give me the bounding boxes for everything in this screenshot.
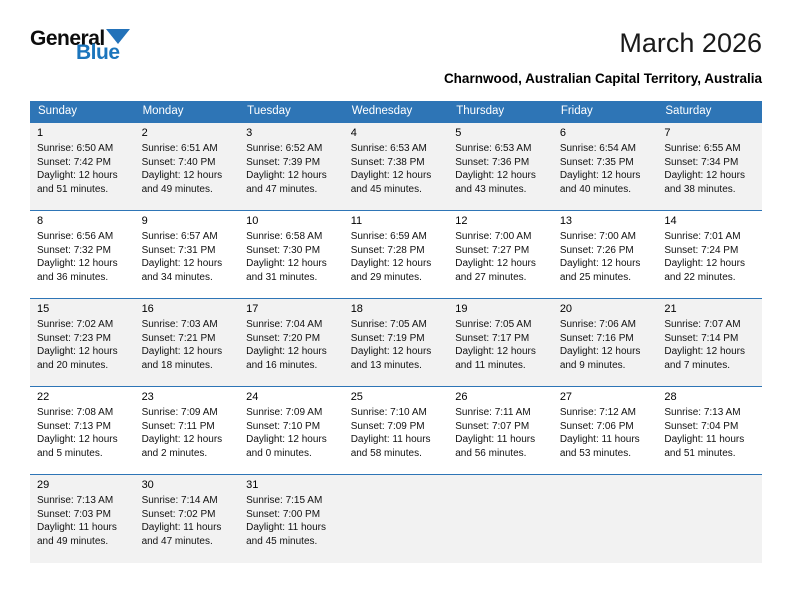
- sunrise-text: Sunrise: 7:10 AM: [350, 407, 427, 419]
- day-number: 5: [455, 127, 462, 140]
- sunset-text: Sunset: 7:20 PM: [246, 332, 321, 344]
- daylight-text: Daylight: 12 hours and 34 minutes.: [141, 258, 223, 283]
- empty-day-cell: [657, 475, 762, 563]
- daylight-text: Daylight: 12 hours and 7 minutes.: [664, 346, 745, 371]
- sunset-text: Sunset: 7:17 PM: [455, 332, 530, 344]
- day-number: 10: [246, 215, 259, 228]
- sunrise-text: Sunrise: 6:52 AM: [246, 143, 323, 155]
- daylight-text: Daylight: 12 hours and 9 minutes.: [559, 346, 641, 371]
- sunrise-text: Sunrise: 7:13 AM: [664, 407, 741, 419]
- daylight-text: Daylight: 11 hours and 53 minutes.: [559, 434, 640, 459]
- daylight-text: Daylight: 12 hours and 11 minutes.: [455, 346, 536, 371]
- sunset-text: Sunset: 7:21 PM: [141, 332, 216, 344]
- sunset-text: Sunset: 7:28 PM: [350, 244, 425, 256]
- day-cell: [344, 123, 449, 211]
- day-number: 3: [246, 127, 253, 140]
- sunrise-text: Sunrise: 6:55 AM: [664, 143, 741, 155]
- day-cell: [239, 387, 344, 475]
- day-number: 12: [455, 215, 468, 228]
- day-cell: [239, 123, 344, 211]
- sunset-text: Sunset: 7:36 PM: [455, 156, 530, 168]
- daylight-text: Daylight: 12 hours and 31 minutes.: [246, 258, 327, 283]
- day-cell: [135, 299, 240, 387]
- sunrise-text: Sunrise: 6:59 AM: [350, 231, 427, 243]
- day-cell: [135, 387, 240, 475]
- day-number: 8: [37, 215, 44, 228]
- sunrise-text: Sunrise: 7:04 AM: [246, 319, 323, 331]
- daylight-text: Daylight: 12 hours and 36 minutes.: [37, 258, 118, 283]
- sunrise-text: Sunrise: 7:09 AM: [246, 407, 323, 419]
- sunset-text: Sunset: 7:09 PM: [350, 420, 425, 432]
- empty-day-cell: [553, 475, 658, 563]
- title-block: [444, 28, 762, 86]
- day-cell: [657, 211, 762, 299]
- day-number: 4: [350, 127, 357, 140]
- day-cell: [448, 211, 553, 299]
- sunset-text: Sunset: 7:24 PM: [664, 244, 739, 256]
- empty-day-cell: [448, 475, 553, 563]
- day-cell: [448, 387, 553, 475]
- day-number: 17: [246, 303, 259, 316]
- day-cell: [553, 299, 658, 387]
- day-number: 20: [559, 303, 573, 316]
- sunset-text: Sunset: 7:11 PM: [141, 420, 215, 432]
- sunrise-text: Sunrise: 7:00 AM: [559, 231, 636, 243]
- weekday-header: Saturday: [657, 101, 762, 123]
- sunrise-text: Sunrise: 7:02 AM: [37, 319, 114, 331]
- sunset-text: Sunset: 7:23 PM: [37, 332, 111, 344]
- sunset-text: Sunset: 7:30 PM: [246, 244, 321, 256]
- daylight-text: Daylight: 12 hours and 18 minutes.: [141, 346, 223, 371]
- sunrise-text: Sunrise: 7:06 AM: [559, 319, 636, 331]
- daylight-text: Daylight: 12 hours and 20 minutes.: [37, 346, 118, 371]
- sunset-text: Sunset: 7:16 PM: [559, 332, 634, 344]
- day-number: 9: [141, 215, 148, 228]
- week-row: [30, 211, 762, 299]
- sunrise-text: Sunrise: 7:14 AM: [141, 495, 218, 507]
- daylight-text: Daylight: 11 hours and 47 minutes.: [141, 522, 222, 547]
- sunset-text: Sunset: 7:13 PM: [37, 420, 111, 432]
- month-title: March 2026: [619, 28, 762, 58]
- daylight-text: Daylight: 11 hours and 58 minutes.: [350, 434, 431, 459]
- sunrise-text: Sunrise: 7:11 AM: [455, 407, 531, 419]
- daylight-text: Daylight: 11 hours and 56 minutes.: [455, 434, 536, 459]
- day-number: 11: [350, 215, 363, 228]
- day-cell: [657, 387, 762, 475]
- location-subtitle: Charnwood, Australian Capital Territory, Australia: [443, 71, 762, 87]
- sunrise-text: Sunrise: 7:01 AM: [664, 231, 741, 243]
- day-cell: [135, 475, 240, 563]
- sunset-text: Sunset: 7:35 PM: [559, 156, 634, 168]
- sunrise-text: Sunrise: 6:54 AM: [559, 143, 636, 155]
- day-cell: [30, 299, 135, 387]
- daylight-text: Daylight: 12 hours and 45 minutes.: [350, 170, 432, 195]
- weekday-header: Tuesday: [239, 101, 344, 123]
- day-cell: [448, 123, 553, 211]
- logo: [30, 28, 130, 63]
- sunrise-text: Sunrise: 7:15 AM: [246, 495, 323, 507]
- day-cell: [448, 299, 553, 387]
- day-number: 14: [664, 215, 677, 228]
- daylight-text: Daylight: 12 hours and 51 minutes.: [37, 170, 118, 195]
- daylight-text: Daylight: 12 hours and 16 minutes.: [246, 346, 327, 371]
- sunrise-text: Sunrise: 6:50 AM: [37, 143, 114, 155]
- daylight-text: Daylight: 12 hours and 25 minutes.: [559, 258, 641, 283]
- day-number: 23: [141, 391, 154, 404]
- logo-text-blue: Blue: [76, 41, 120, 64]
- sunrise-text: Sunrise: 7:00 AM: [455, 231, 532, 243]
- daylight-text: Daylight: 12 hours and 0 minutes.: [246, 434, 327, 459]
- daylight-text: Daylight: 12 hours and 40 minutes.: [559, 170, 641, 195]
- weekday-header: Sunday: [30, 101, 135, 123]
- daylight-text: Daylight: 12 hours and 5 minutes.: [37, 434, 118, 459]
- day-number: 15: [37, 303, 50, 316]
- sunset-text: Sunset: 7:27 PM: [455, 244, 530, 256]
- day-cell: [239, 475, 344, 563]
- day-number: 28: [664, 391, 677, 404]
- daylight-text: Daylight: 11 hours and 45 minutes.: [246, 522, 326, 547]
- day-cell: [553, 387, 658, 475]
- day-number: 13: [559, 215, 573, 228]
- day-number: 1: [37, 127, 44, 140]
- daylight-text: Daylight: 12 hours and 38 minutes.: [664, 170, 745, 195]
- sunset-text: Sunset: 7:26 PM: [559, 244, 634, 256]
- day-cell: [30, 211, 135, 299]
- day-number: 30: [141, 479, 154, 492]
- daylight-text: Daylight: 12 hours and 13 minutes.: [350, 346, 432, 371]
- weekday-header: Monday: [135, 101, 240, 123]
- sunrise-text: Sunrise: 7:13 AM: [37, 495, 114, 507]
- sunrise-text: Sunrise: 6:58 AM: [246, 231, 323, 243]
- day-number: 16: [141, 303, 154, 316]
- daylight-text: Daylight: 12 hours and 43 minutes.: [455, 170, 536, 195]
- week-row: [30, 475, 762, 563]
- day-number: 18: [350, 303, 363, 316]
- day-number: 27: [559, 391, 573, 404]
- day-number: 31: [246, 479, 259, 492]
- day-cell: [239, 211, 344, 299]
- day-number: 29: [37, 479, 50, 492]
- day-number: 24: [246, 391, 259, 404]
- sunrise-text: Sunrise: 7:08 AM: [37, 407, 114, 419]
- sunset-text: Sunset: 7:06 PM: [559, 420, 634, 432]
- day-cell: [553, 211, 658, 299]
- sunrise-text: Sunrise: 7:03 AM: [141, 319, 218, 331]
- day-number: 7: [664, 127, 671, 140]
- day-number: 21: [664, 303, 677, 316]
- day-number: 19: [455, 303, 468, 316]
- day-number: 2: [141, 127, 148, 140]
- empty-day-cell: [344, 475, 449, 563]
- sunset-text: Sunset: 7:03 PM: [37, 508, 111, 520]
- day-cell: [657, 299, 762, 387]
- sunset-text: Sunset: 7:00 PM: [246, 508, 321, 520]
- logo-text-general: General: [30, 27, 105, 50]
- sunset-text: Sunset: 7:34 PM: [664, 156, 739, 168]
- week-row: [30, 123, 762, 211]
- daylight-text: Daylight: 12 hours and 27 minutes.: [455, 258, 536, 283]
- sunrise-text: Sunrise: 7:05 AM: [455, 319, 532, 331]
- calendar-body: [30, 123, 762, 563]
- calendar-table: [30, 101, 762, 563]
- day-cell: [657, 123, 762, 211]
- day-cell: [344, 387, 449, 475]
- sunset-text: Sunset: 7:38 PM: [350, 156, 425, 168]
- sunset-text: Sunset: 7:02 PM: [141, 508, 216, 520]
- day-cell: [239, 299, 344, 387]
- sunset-text: Sunset: 7:31 PM: [141, 244, 216, 256]
- daylight-text: Daylight: 12 hours and 49 minutes.: [141, 170, 223, 195]
- day-cell: [553, 123, 658, 211]
- weekday-header: Wednesday: [344, 101, 449, 123]
- sunrise-text: Sunrise: 7:09 AM: [141, 407, 218, 419]
- weekday-row: [30, 101, 762, 123]
- day-cell: [30, 387, 135, 475]
- sunrise-text: Sunrise: 6:51 AM: [141, 143, 218, 155]
- sunrise-text: Sunrise: 6:53 AM: [350, 143, 427, 155]
- sunset-text: Sunset: 7:04 PM: [664, 420, 739, 432]
- sunrise-text: Sunrise: 7:05 AM: [350, 319, 427, 331]
- page-header: [30, 28, 762, 86]
- sunrise-text: Sunrise: 6:56 AM: [37, 231, 114, 243]
- sunrise-text: Sunrise: 7:12 AM: [559, 407, 636, 419]
- week-row: [30, 299, 762, 387]
- daylight-text: Daylight: 12 hours and 22 minutes.: [664, 258, 745, 283]
- day-cell: [344, 211, 449, 299]
- daylight-text: Daylight: 11 hours and 51 minutes.: [664, 434, 745, 459]
- sunrise-text: Sunrise: 7:07 AM: [664, 319, 741, 331]
- week-row: [30, 387, 762, 475]
- sunset-text: Sunset: 7:14 PM: [664, 332, 739, 344]
- sunset-text: Sunset: 7:07 PM: [455, 420, 530, 432]
- day-number: 25: [350, 391, 363, 404]
- day-cell: [135, 123, 240, 211]
- day-cell: [30, 475, 135, 563]
- weekday-header: Friday: [553, 101, 658, 123]
- sunset-text: Sunset: 7:42 PM: [37, 156, 111, 168]
- sunrise-text: Sunrise: 6:57 AM: [141, 231, 218, 243]
- day-number: 26: [455, 391, 468, 404]
- day-cell: [30, 123, 135, 211]
- weekday-header: Thursday: [448, 101, 553, 123]
- daylight-text: Daylight: 12 hours and 29 minutes.: [350, 258, 432, 283]
- day-cell: [344, 299, 449, 387]
- daylight-text: Daylight: 11 hours and 49 minutes.: [37, 522, 117, 547]
- sunset-text: Sunset: 7:39 PM: [246, 156, 321, 168]
- daylight-text: Daylight: 12 hours and 2 minutes.: [141, 434, 223, 459]
- daylight-text: Daylight: 12 hours and 47 minutes.: [246, 170, 327, 195]
- sunrise-text: Sunrise: 6:53 AM: [455, 143, 532, 155]
- sunset-text: Sunset: 7:19 PM: [350, 332, 425, 344]
- day-cell: [135, 211, 240, 299]
- day-number: 6: [559, 127, 566, 140]
- sunset-text: Sunset: 7:10 PM: [246, 420, 321, 432]
- sunset-text: Sunset: 7:32 PM: [37, 244, 111, 256]
- day-number: 22: [37, 391, 50, 404]
- sunset-text: Sunset: 7:40 PM: [141, 156, 216, 168]
